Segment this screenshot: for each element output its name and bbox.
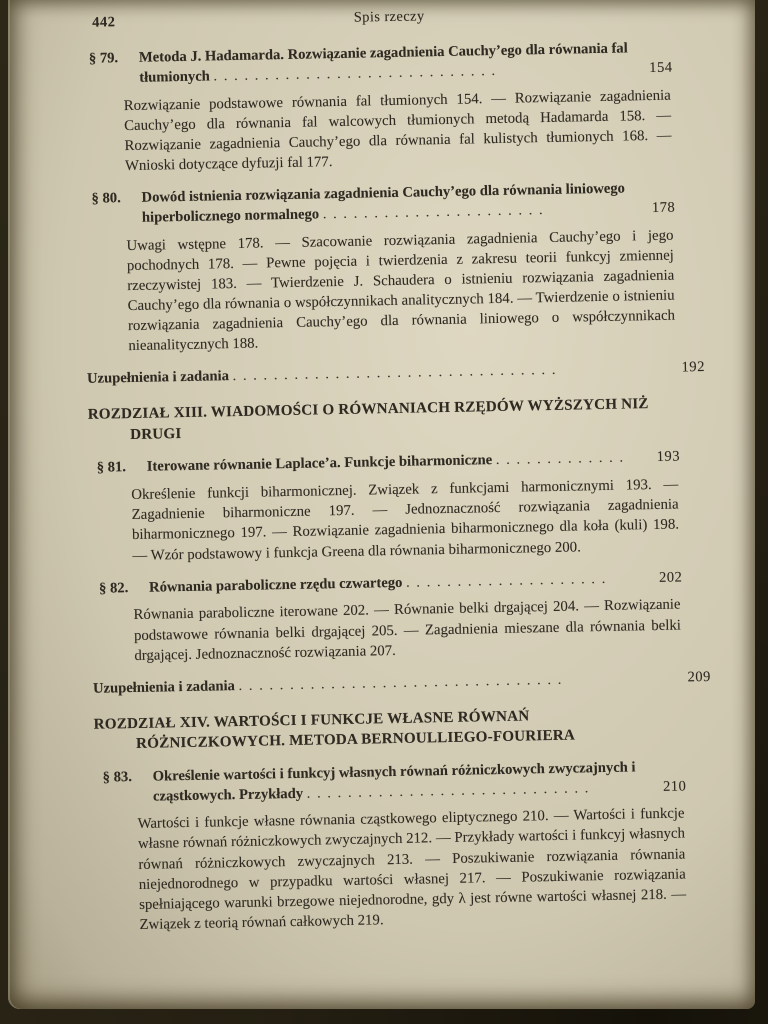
section-title: Określenie wartości i funkcyj własnych równań różniczkowych zwyczajnych i cząstkowych. Przykłady: [152, 759, 636, 805]
section-label: § 80.: [91, 190, 121, 207]
toc-summary-83: Wartości i funkcje własne równania cząstkowego eliptycznego 210. — Wartości i funkcje własne równań różniczkowych zwyczajnych 212. — Przykłady wartości i funkcyj własnych równań różniczkowych zwyczajnych 213. — Poszukiwanie rozwiązania równania niejednorodnego w przypadku wartości własnej 217. — Poszukiwanie rozwiązania spełniającego warunki brzegowe niejednorodne, gdy λ jest równe wartości własnej 218. — Związek z teorią równań całkowych 219.: [137, 805, 687, 933]
toc-entry-81: [97, 447, 707, 479]
dot-leader: . . . . . . . . . . . . . . . . . . . . . . . . . . . . . . . .: [238, 671, 564, 694]
dot-leader: . . . . . . . . . . . . . . . . . . . . . .: [322, 202, 545, 223]
toc-page-number: 192: [681, 359, 706, 376]
toc-line-title: Uzupełnienia i zadania: [86, 368, 230, 388]
toc-summary-80: Uwagi wstępne 178. — Szacowanie rozwiązania zagadnienia Cauchy’ego i jego pochodnych 178. — Pewne pojęcia i twierdzenia z zakresu teorii funkcyj zmiennej rzeczywistej 183. — Twierdzenie J. Schaudera o istnieniu rozwiązania zagadnienia Cauchy’ego dla równania o współczynnikach analitycznych 184. — Twierdzenie o istnieniu rozwiązania zagadnienia Cauchy’ego dla równania liniowego o współczynnikach nieanalitycznych 188.: [126, 227, 676, 355]
dot-leader: . . . . . . . . . . . . .: [495, 449, 625, 469]
toc-summary-79: Rozwiązanie podstawowe równania fal tłumionych 154. — Rozwiązanie zagadnienia Cauchy’ego dla równania fal walcowych tłumionych metodą Hadamarda 158. — Rozwiązanie zagadnienia Cauchy’ego dla równania fal kulistych tłumionych 168. — Wnioski dotyczące dyfuzji fal 177.: [123, 87, 672, 175]
dot-leader: . . . . . . . . . . . . . . . . . . . .: [405, 570, 607, 591]
chapter-heading-13: ROZDZIAŁ XIII. WIADOMOŚCI O RÓWNANIACH RZĘDÓW WYŻSZYCH NIŻ DRUGI: [87, 396, 649, 443]
chapter-heading-14: ROZDZIAŁ XIV. WARTOŚCI I FUNKCJE WŁASNE RÓWNAŃ RÓŻNICZKOWYCH. METODA BERNOULLIEGO-FOURIERA: [93, 708, 576, 753]
dot-leader: . . . . . . . . . . . . . . . . . . . . . . . . . . . .: [213, 62, 497, 85]
toc-entry-82: [99, 568, 709, 600]
section-label: § 82.: [98, 579, 129, 597]
toc-entry-83: [103, 757, 714, 808]
toc-summary-82: Równania paraboliczne iterowane 202. — Równanie belki drgającej 204. — Rozwiązanie podstawowe równania belki drgającej 205. — Zagadnienia mieszane dla równania belki drgającej. Jednoznaczność rozwiązania 207.: [133, 596, 682, 664]
section-title: Równania paraboliczne rzędu czwartego: [148, 574, 403, 596]
page-number: 442: [92, 14, 116, 31]
section-title: Dowód istnienia rozwiązania zagadnienia Cauchy’ego dla równania liniowego hiperbolicznego normalnego: [141, 180, 626, 226]
toc-entry-79: [89, 38, 700, 89]
section-title: Metoda J. Hadamarda. Rozwiązanie zagadnienia Cauchy’ego dla równania fal tłumionych: [138, 40, 628, 86]
toc-line-uzupelnienia-1: [87, 358, 705, 390]
book-page-paper: [8, 0, 755, 1009]
toc-line-title: Uzupełnienia i zadania: [92, 677, 236, 697]
page-content: [80, 2, 717, 1024]
running-head: [80, 2, 698, 36]
section-title: Iterowane równanie Laplace’a. Funkcje biharmoniczne: [146, 452, 493, 476]
section-label: § 81.: [96, 459, 127, 477]
section-label: § 83.: [102, 768, 133, 786]
dot-leader: . . . . . . . . . . . . . . . . . . . . . . . . . . . . . . . .: [232, 362, 558, 385]
toc-line-uzupelnienia-2: [93, 668, 711, 700]
dot-leader: . . . . . . . . . . . . . . . . . . . . . . . . . . . .: [306, 779, 590, 802]
toc-entry-80: [91, 178, 702, 229]
running-head-title: Spis rzeczy: [353, 8, 425, 26]
toc-page-number: 209: [687, 668, 712, 686]
toc-summary-81: Określenie funkcji biharmonicznej. Związek z funkcjami harmonicznymi 193. — Zagadnienie biharmoniczne 197. — Jednoznaczność rozwiązania zagadnienia biharmonicznego 197. — Rozwiązanie zagadnienia biharmonicznego dla koła (kuli) 198. — Wzór podstawowy i funkcja Greena dla równania biharmonicznego 200.: [131, 476, 680, 564]
section-label: § 79.: [88, 50, 119, 67]
